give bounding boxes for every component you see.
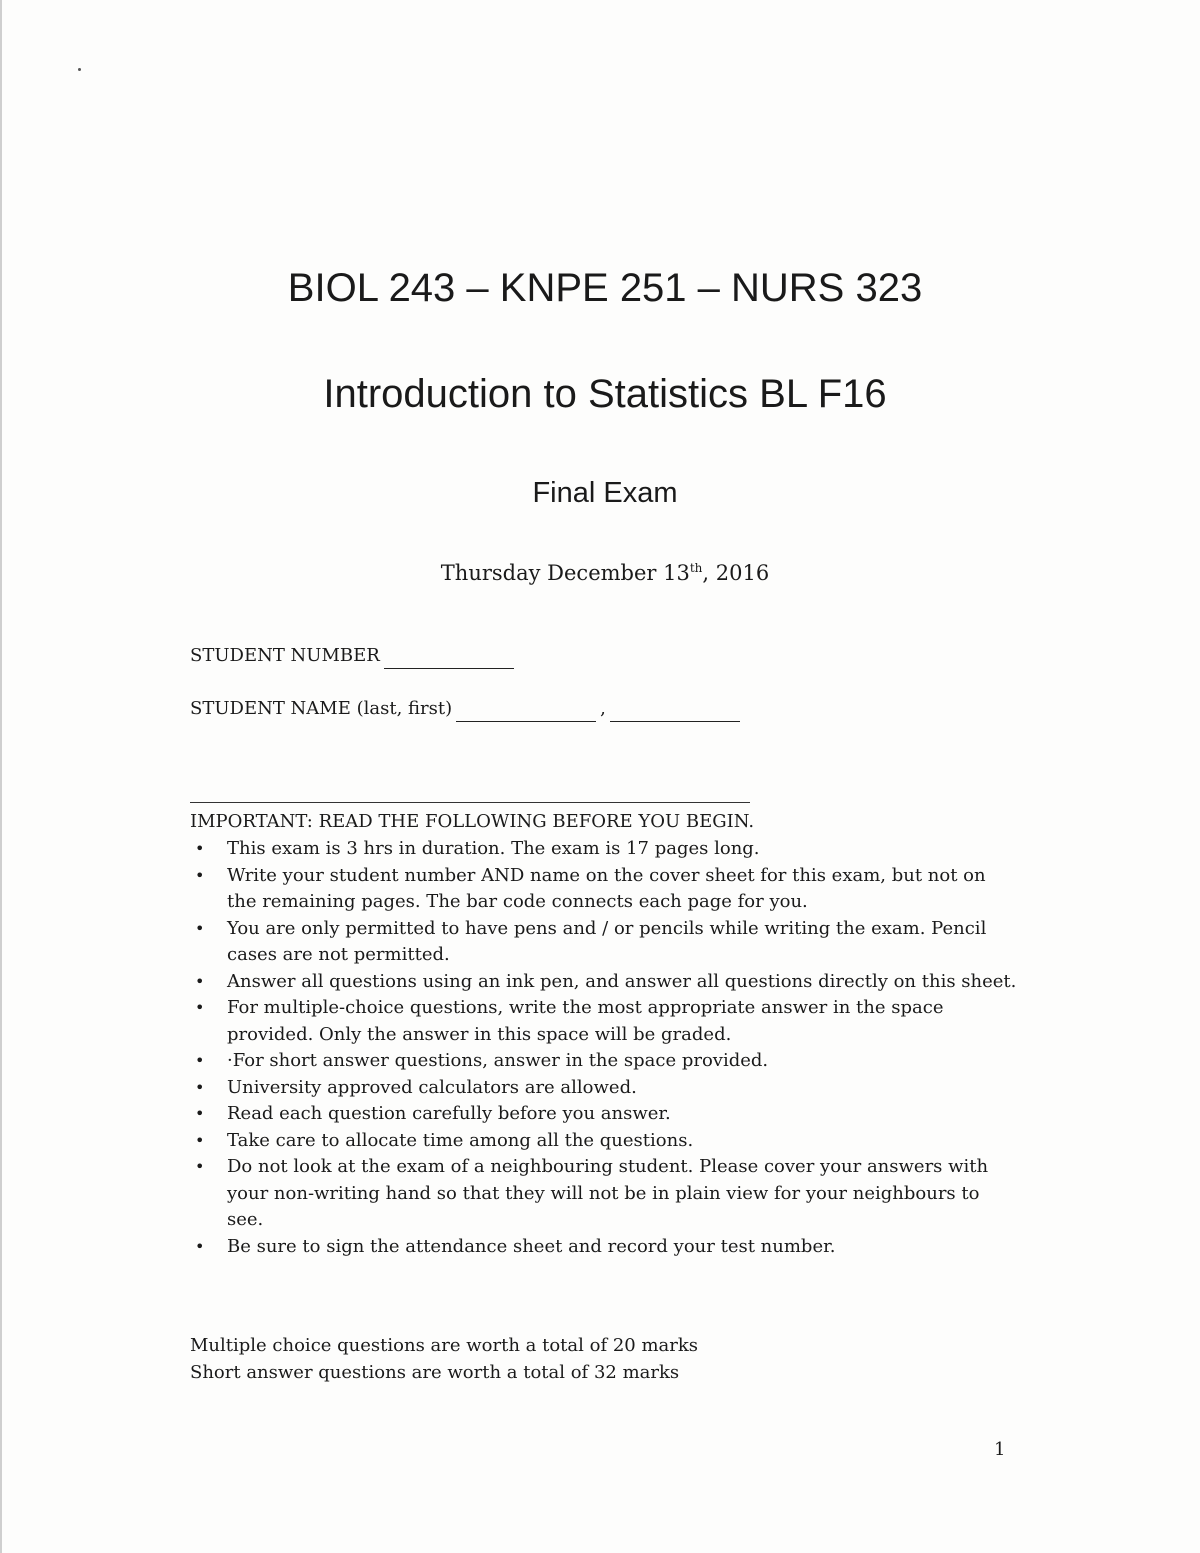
instruction-item: [190, 916, 1020, 969]
student-name-label: STUDENT NAME (last, first): [190, 698, 453, 719]
bullet-icon: •: [195, 1236, 205, 1256]
exam-date-year: , 2016: [702, 561, 770, 585]
instructions-list: [190, 836, 1020, 1260]
bullet-icon: •: [195, 865, 205, 885]
instruction-text: Take care to allocate time among all the questions.: [227, 1129, 694, 1151]
exam-date: [0, 552, 1200, 589]
student-number-row: [190, 643, 514, 669]
instruction-text: Write your student number AND name on the cover sheet for this exam, but not on the remaining pages. The bar code connects each page for you.: [227, 864, 986, 912]
short-answer-marks: Short answer questions are worth a total of 32 marks: [190, 1362, 680, 1383]
bullet-icon: •: [195, 1130, 205, 1150]
instruction-item: [190, 1154, 1020, 1234]
name-separator: ,: [600, 698, 606, 719]
instruction-item: [190, 1075, 1020, 1102]
instruction-text: This exam is 3 hrs in duration. The exam is 17 pages long.: [227, 838, 760, 859]
instruction-text: University approved calculators are allowed.: [227, 1076, 637, 1098]
section-divider: [190, 802, 750, 803]
instruction-text: Be sure to sign the attendance sheet and record your test number.: [227, 1235, 836, 1257]
instruction-text: Answer all questions using an ink pen, and answer all questions directly on this sheet.: [227, 970, 1017, 992]
student-number-blank[interactable]: [384, 650, 514, 669]
scan-edge: [0, 0, 2, 1553]
student-first-name-blank[interactable]: [610, 703, 740, 722]
instruction-text: ·For short answer questions, answer in the space provided.: [227, 1050, 769, 1071]
page-number: 1: [994, 1439, 1006, 1460]
bullet-icon: •: [195, 1104, 205, 1123]
bullet-icon: •: [195, 1157, 205, 1176]
instruction-item: [190, 1101, 1020, 1128]
scan-speck: [78, 68, 81, 71]
student-number-label: STUDENT NUMBER: [190, 645, 380, 666]
student-last-name-blank[interactable]: [456, 703, 596, 722]
course-name-title: Introduction to Statistics BL F16: [323, 372, 887, 416]
instruction-item: [190, 1048, 1020, 1075]
course-codes-title: BIOL 243 – KNPE 251 – NURS 323: [287, 266, 923, 310]
instruction-text: For multiple-choice questions, write the most appropriate answer in the space provided. Only the answer in this space will be graded.: [227, 997, 944, 1045]
instruction-text: Do not look at the exam of a neighbouring student. Please cover your answers with your non-writing hand so that they will not be in plain view for your neighbours to see.: [227, 1156, 989, 1230]
exam-date-day: Thursday December 13: [440, 561, 690, 585]
instruction-item: [190, 969, 1020, 996]
exam-type-title: Final Exam: [532, 477, 678, 509]
instruction-item: [190, 995, 1020, 1048]
bullet-icon: •: [195, 998, 205, 1017]
exam-date-ordinal: th: [689, 561, 703, 575]
bullet-icon: •: [195, 1051, 205, 1070]
instructions-heading: IMPORTANT: READ THE FOLLOWING BEFORE YOU BEGIN.: [190, 811, 755, 832]
instruction-item: [190, 1128, 1020, 1155]
student-name-row: [190, 696, 740, 722]
bullet-icon: •: [195, 1077, 205, 1097]
marks-summary: [190, 1332, 698, 1386]
instruction-item: [190, 836, 1020, 863]
bullet-icon: •: [195, 971, 205, 991]
instruction-item: [190, 863, 1020, 916]
bullet-icon: •: [195, 839, 205, 858]
instruction-text: Read each question carefully before you answer.: [227, 1103, 671, 1124]
instruction-item: [190, 1234, 1020, 1261]
instruction-text: You are only permitted to have pens and / or pencils while writing the exam. Pencil cases are not permitted.: [227, 917, 987, 965]
multiple-choice-marks: Multiple choice questions are worth a total of 20 marks: [190, 1335, 698, 1356]
bullet-icon: •: [195, 918, 205, 938]
